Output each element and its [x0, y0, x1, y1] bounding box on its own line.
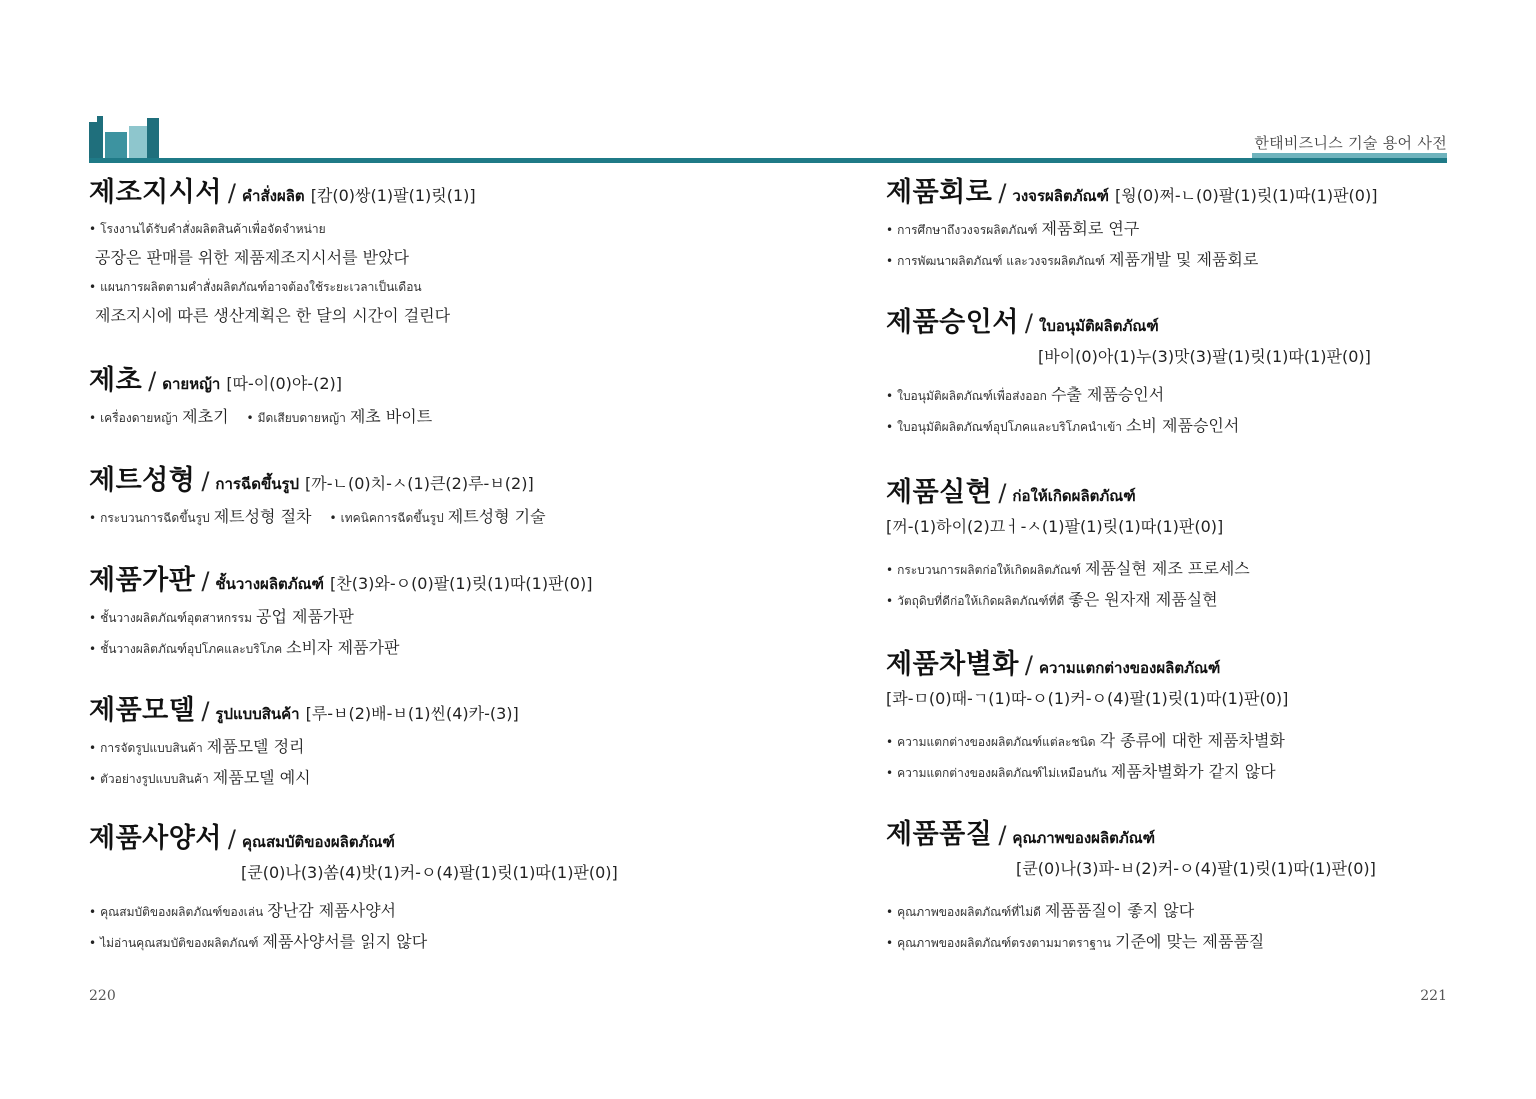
entry-jepumpumjil	[886, 817, 1486, 958]
example-korean: 제조지시에 따른 생산계획은 한 달의 시간이 걸린다	[95, 306, 451, 325]
term: 제트성형	[89, 465, 196, 496]
bullet: •	[886, 223, 894, 237]
term: 제조지시서	[89, 177, 222, 208]
example-row: • คุณสมบัติของผลิตภัณฑ์ของเล่น 장난감 제품사양서	[89, 901, 396, 920]
pronunciation: [꺼-(1)하이(2)끄ㅓ-ㅅ(1)팔(1)릿(1)따(1)판(0)]	[886, 517, 1224, 536]
slash: /	[201, 567, 210, 595]
entry-jejojisiseo	[89, 175, 689, 330]
pronunciation: [까-ㄴ(0)치-ㅅ(1)큰(2)루-ㅂ(2)]	[305, 474, 534, 493]
slash: /	[227, 179, 237, 207]
bullet: •	[886, 254, 894, 268]
slash: /	[1024, 651, 1034, 679]
bullet: •	[886, 563, 894, 577]
term: 제품사양서	[89, 823, 222, 854]
example-row: • ไม่อ่านคุณสมบัติของผลิตภัณฑ์ 제품사양서를 읽지 않다	[89, 932, 428, 951]
bullet: •	[89, 511, 97, 525]
example-row: • ความแตกต่างของผลิตภัณฑ์แต่ละชนิด 각 종류에 대한 제품차별화	[886, 731, 1285, 750]
bullet: •	[89, 611, 97, 625]
thai-word: คุณภาพของผลิตภัณฑ์	[1012, 829, 1156, 847]
term: 제품승인서	[886, 307, 1019, 338]
example-row: • คุณภาพของผลิตภัณฑ์ตรงตามมาตราฐาน 기준에 맞는 제품품질	[886, 932, 1265, 951]
example-row: • ใบอนุมัติผลิตภัณฑ์เพื่อส่งออก 수출 제품승인서	[886, 385, 1165, 404]
bullet: •	[89, 741, 97, 755]
example-thai: • โรงงานได้รับคำสั่งผลิตสินค้าเพื่อจัดจำหน่าย	[89, 222, 326, 236]
term: 제품품질	[886, 819, 993, 850]
thai-word: ดายหญ้า	[162, 375, 221, 393]
pronunciation: [찬(3)와-ㅇ(0)팔(1)릿(1)따(1)판(0)]	[330, 574, 593, 593]
example-row: • ชั้นวางผลิตภัณฑ์อุตสาหกรรม 공업 제품가판	[89, 607, 354, 626]
pronunciation: [웡(0)쩌-ㄴ(0)팔(1)릿(1)따(1)판(0)]	[1115, 186, 1378, 205]
thai-word: ชั้นวางผลิตภัณฑ์	[215, 575, 325, 593]
bullet: •	[886, 389, 894, 403]
logo-bar-5	[147, 118, 159, 162]
thai-word: วงจรผลิตภัณฑ์	[1012, 187, 1109, 205]
example-row: • การศึกษาถึงวงจรผลิตภัณฑ์ 제품회로 연구	[886, 219, 1140, 238]
entry-jepumsayangseo	[89, 821, 689, 958]
thai-word: ใบอนุมัติผลิตภัณฑ์	[1039, 317, 1159, 335]
bullet: •	[89, 280, 97, 294]
header-rule	[89, 158, 1447, 163]
bullet: •	[89, 936, 97, 950]
example-row: • วัตถุดิบที่ดีก่อให้เกิดผลิตภัณฑ์ที่ดี 좋은 원자재 제품실현	[886, 590, 1218, 609]
entry-jepumsilhyeon	[886, 475, 1486, 616]
entry-jecho	[89, 363, 689, 433]
entry-jepumseungginseo	[886, 305, 1486, 442]
pronunciation: [쿤(0)나(3)파-ㅂ(2)커-ㅇ(4)팔(1)릿(1)따(1)판(0)]	[1016, 859, 1376, 878]
thai-word: ความแตกต่างของผลิตภัณฑ์	[1039, 659, 1221, 677]
example-korean: 공장은 판매를 위한 제품제조지시서를 받았다	[95, 248, 410, 267]
example-row: • ชั้นวางผลิตภัณฑ์อุปโภคและบริโภค 소비자 제품가판	[89, 638, 400, 657]
example-row: • กระบวนการผลิตก่อให้เกิดผลิตภัณฑ์ 제품실현 제조 프로세스	[886, 559, 1250, 578]
example-row: • การจัดรูปแบบสินค้า 제품모델 정리	[89, 737, 305, 756]
bullet: •	[886, 905, 894, 919]
example-row: • คุณภาพของผลิตภัณฑ์ที่ไม่ดี 제품품질이 좋지 않다	[886, 901, 1195, 920]
pronunciation: [루-ㅂ(2)배-ㅂ(1)씬(4)카-(3)]	[305, 704, 519, 723]
entry-jepumgapan	[89, 563, 689, 664]
slash: /	[1024, 309, 1034, 337]
thai-word: การฉีดขึ้นรูป	[215, 475, 300, 493]
term: 제품차별화	[886, 649, 1019, 680]
slash: /	[998, 179, 1007, 207]
example-row: • การพัฒนาผลิตภัณฑ์ และวงจรผลิตภัณฑ์ 제품개발 및 제품회로	[886, 250, 1259, 269]
term: 제품실현	[886, 477, 993, 508]
entry-jepumhoero	[886, 175, 1486, 276]
example-row: • ใบอนุมัติผลิตภัณฑ์อุปโภคและบริโภคนำเข้า 소비 제품승인서	[886, 416, 1240, 435]
thai-word: รูปแบบสินค้า	[215, 705, 300, 723]
bullet: •	[89, 772, 97, 786]
book-title: 한태비즈니스 기술 용어 사전	[1254, 134, 1447, 152]
term: 제품회로	[886, 177, 993, 208]
book-logo-icon	[89, 116, 159, 162]
entry-jeteuseonghyeong	[89, 463, 689, 533]
entry-jepumchabyeolhwa	[886, 647, 1486, 788]
page-number-right: 221	[1420, 988, 1447, 1004]
bullet: •	[89, 642, 97, 656]
example-row: • เครื่องดายหญ้า 제초기 • มีดเสียบดายหญ้า 제초 바이트	[89, 407, 433, 426]
thai-word: คำสั่งผลิต	[242, 187, 305, 205]
thai-word: คุณสมบัติของผลิตภัณฑ์	[242, 833, 395, 851]
bullet: •	[89, 905, 97, 919]
pronunciation: [캄(0)쌍(1)팔(1)릿(1)]	[310, 186, 476, 205]
slash: /	[201, 697, 210, 725]
slash: /	[148, 367, 157, 395]
bullet: •	[886, 594, 894, 608]
example-row: • ตัวอย่างรูปแบบสินค้า 제품모델 예시	[89, 768, 311, 787]
bullet: •	[246, 411, 254, 425]
slash: /	[201, 467, 210, 495]
entry-jepummodel	[89, 693, 689, 794]
slash: /	[227, 825, 237, 853]
term: 제품모델	[89, 695, 196, 726]
logo-bar-4	[129, 126, 147, 162]
bullet: •	[886, 936, 894, 950]
example-row: • ความแตกต่างของผลิตภัณฑ์ไม่เหมือนกัน 제품차별화가 같지 않다	[886, 762, 1276, 781]
page-number-left: 220	[89, 988, 116, 1004]
thai-word: ก่อให้เกิดผลิตภัณฑ์	[1012, 487, 1136, 505]
pronunciation: [쿤(0)나(3)쏨(4)밧(1)커-ㅇ(4)팔(1)릿(1)따(1)판(0)]	[241, 863, 618, 882]
pronunciation: [따-이(0)야-(2)]	[226, 374, 343, 393]
bullet: •	[886, 766, 894, 780]
logo-bar-2	[97, 116, 103, 162]
bullet: •	[886, 735, 894, 749]
term: 제초	[89, 365, 143, 396]
slash: /	[998, 479, 1007, 507]
pronunciation: [콰-ㅁ(0)때-ㄱ(1)따-ㅇ(1)커-ㅇ(4)팔(1)릿(1)따(1)판(0)]	[886, 689, 1289, 708]
slash: /	[998, 821, 1007, 849]
bullet: •	[329, 511, 337, 525]
example-row: • กระบวนการฉีดขึ้นรูป 제트성형 절차 • เทคนิคการฉีดขึ้นรูป 제트성형 기술	[89, 507, 546, 526]
bullet: •	[89, 411, 97, 425]
bullet: •	[886, 420, 894, 434]
bullet: •	[89, 222, 97, 236]
term: 제품가판	[89, 565, 196, 596]
pronunciation: [바이(0)아(1)누(3)맛(3)팔(1)릿(1)따(1)판(0)]	[1038, 347, 1371, 366]
example-thai: • แผนการผลิตตามคำสั่งผลิตภัณฑ์อาจต้องใช้ระยะเวลาเป็นเดือน	[89, 280, 422, 294]
header-title-underline	[1252, 153, 1447, 158]
